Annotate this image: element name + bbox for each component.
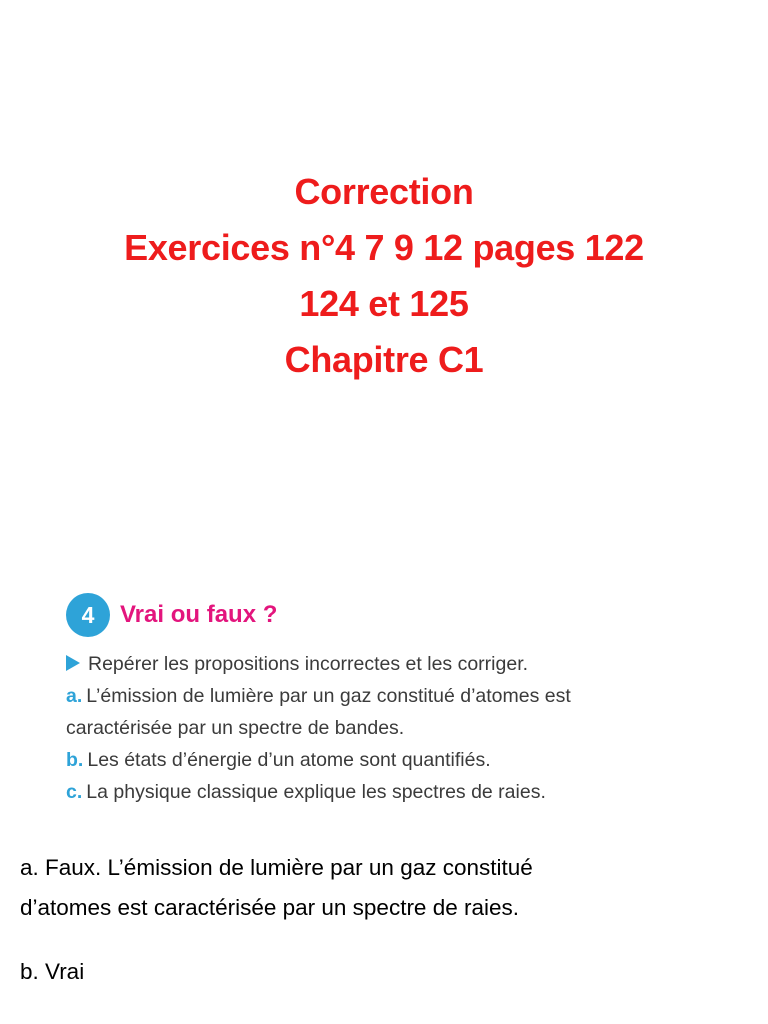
exercise-excerpt xyxy=(66,592,726,808)
exercise-item-b xyxy=(66,744,726,776)
exercise-heading: Vrai ou faux ? xyxy=(120,601,278,628)
exercise-instruction xyxy=(66,648,726,680)
title-line-4: Chapitre C1 xyxy=(284,339,484,380)
play-arrow-icon xyxy=(66,655,80,671)
item-letter-c: c. xyxy=(66,781,83,803)
item-letter-b: b. xyxy=(66,749,84,771)
item-b-text: Les états d’énergie d’un atome sont quantifiés. xyxy=(87,749,491,771)
answer-a-line-1: a. Faux. L’émission de lumière par un gaz constitué xyxy=(20,855,533,880)
item-a-text-1: L’émission de lumière par un gaz constitué d’atomes est xyxy=(86,685,571,707)
title-line-1: Correction xyxy=(294,171,474,212)
item-letter-a: a. xyxy=(66,685,83,707)
answers-section xyxy=(20,848,740,992)
slide-title xyxy=(0,164,768,388)
exercise-item-c xyxy=(66,776,726,808)
exercise-item-a-line-2: caractérisée par un spectre de bandes. xyxy=(66,717,405,739)
exercise-item-a-line-1 xyxy=(66,680,726,712)
instruction-text: Repérer les propositions incorrectes et les corriger. xyxy=(88,653,529,675)
exercise-body xyxy=(66,648,726,808)
answer-b: b. Vrai xyxy=(20,959,85,984)
title-line-3: 124 et 125 xyxy=(299,283,469,324)
item-c-text: La physique classique explique les spectres de raies. xyxy=(86,781,546,803)
exercise-number-badge: 4 xyxy=(66,593,110,637)
title-line-2: Exercices n°4 7 9 12 pages 122 xyxy=(124,227,644,268)
answer-a-line-2: d’atomes est caractérisée par un spectre de raies. xyxy=(20,895,519,920)
exercise-header xyxy=(66,592,726,638)
